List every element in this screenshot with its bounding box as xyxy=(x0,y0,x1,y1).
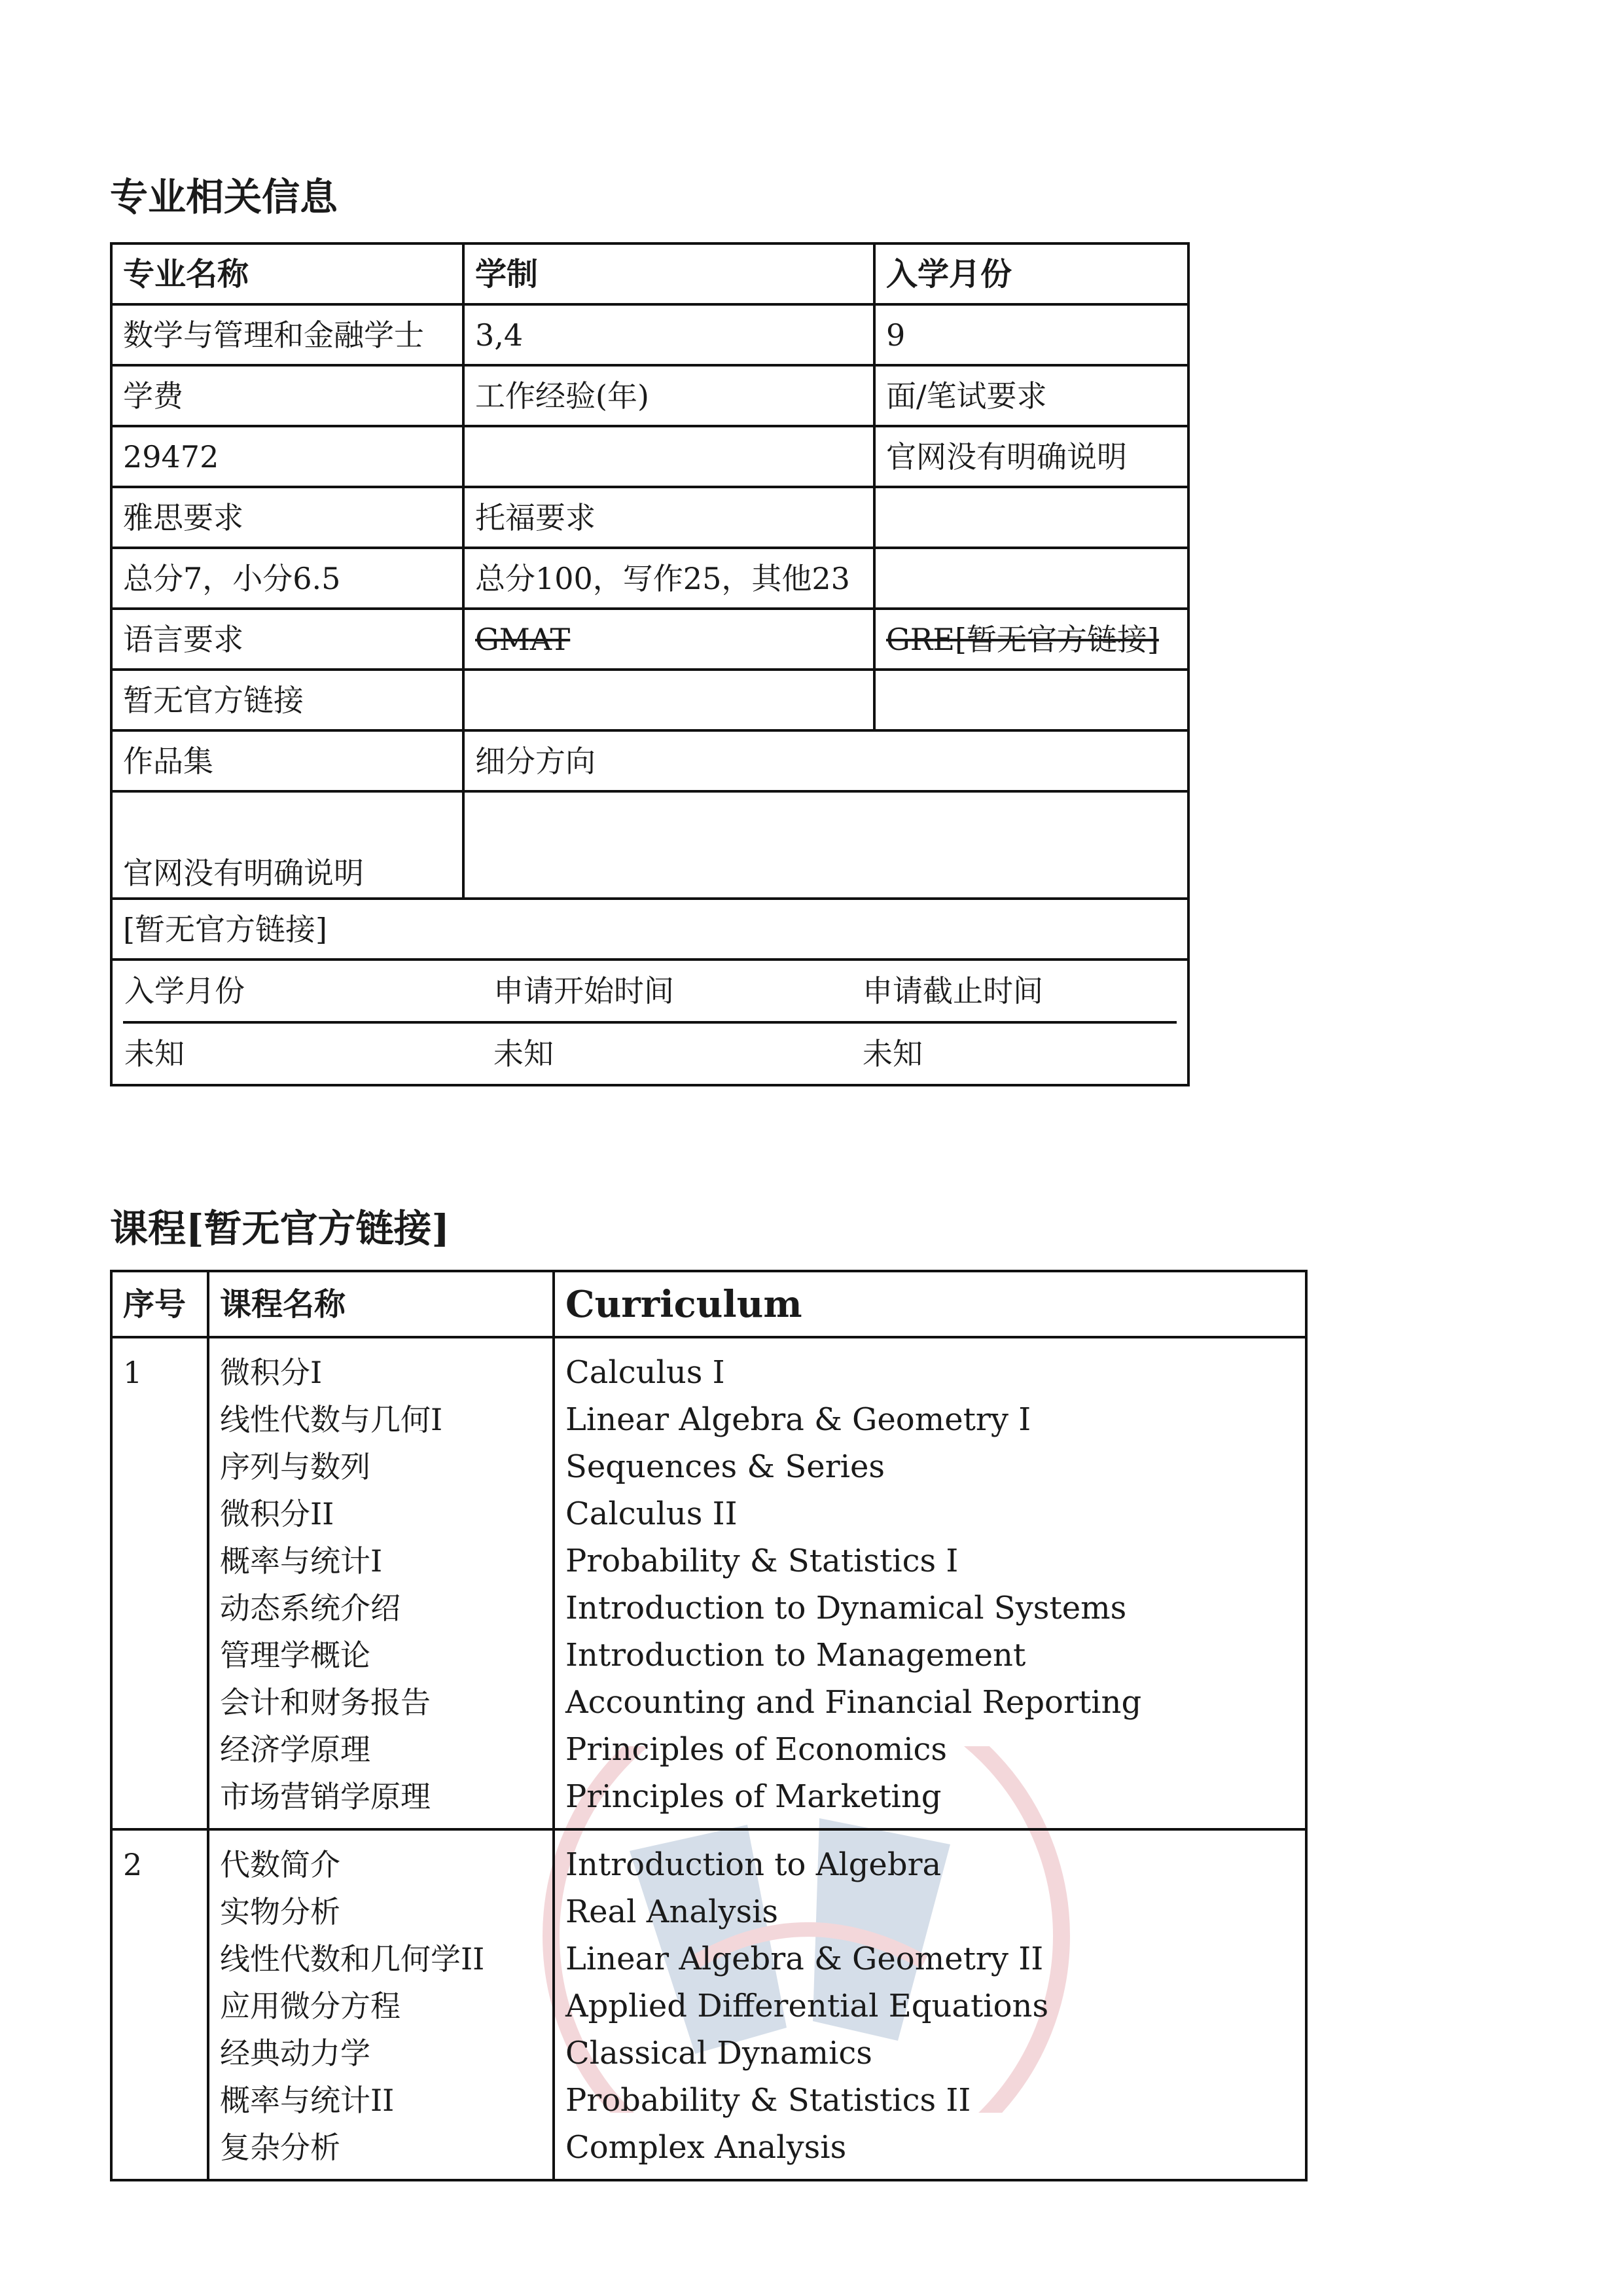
course-en: Applied Differential Equations xyxy=(565,1988,1049,2024)
portfolio-value: 官网没有明确说明 xyxy=(111,791,463,899)
program-info-table xyxy=(110,242,1190,1086)
header-intake-month: 入学月份 xyxy=(874,243,1188,304)
course-cn: 经济学原理 xyxy=(220,1732,370,1767)
ielts-value: 总分7，小分6.5 xyxy=(111,548,463,609)
empty-cell xyxy=(874,548,1188,609)
table-row xyxy=(111,670,1188,730)
table-row xyxy=(111,243,1188,304)
table-row xyxy=(111,960,1188,1085)
course-cn: 代数简介 xyxy=(220,1847,340,1882)
portfolio-label: 作品集 xyxy=(111,730,463,791)
table-row xyxy=(123,1022,1177,1084)
course-cn: 线性代数与几何I xyxy=(220,1402,443,1437)
table-row xyxy=(111,1337,1306,1829)
header-curriculum: Curriculum xyxy=(554,1271,1306,1337)
table-row xyxy=(123,961,1177,1022)
course-en: Linear Algebra & Geometry I xyxy=(565,1401,1031,1438)
interview-value: 官网没有明确说明 xyxy=(874,426,1188,487)
course-en: Principles of Marketing xyxy=(565,1778,942,1815)
course-cn: 线性代数和几何学II xyxy=(220,1941,485,1977)
header-course-name: 课程名称 xyxy=(208,1271,554,1337)
course-cn: 管理学概论 xyxy=(220,1638,370,1673)
application-dates-cell xyxy=(111,960,1188,1085)
curriculum-heading: 课程[暂无官方链接] xyxy=(110,1206,450,1251)
table-row xyxy=(111,365,1188,426)
ielts-label: 雅思要求 xyxy=(111,487,463,548)
course-en: Probability & Statistics I xyxy=(565,1543,959,1579)
table-row xyxy=(111,1829,1306,2180)
dates-header-intake: 入学月份 xyxy=(123,961,492,1022)
course-en: Calculus I xyxy=(565,1354,725,1391)
group-2-chinese-names xyxy=(208,1829,554,2180)
table-row xyxy=(111,548,1188,609)
course-cn: 概率与统计II xyxy=(220,2083,395,2118)
course-cn: 概率与统计I xyxy=(220,1543,383,1579)
group-1-english-names xyxy=(554,1337,1306,1829)
dates-header-open: 申请开始时间 xyxy=(492,961,861,1022)
course-cn: 应用微分方程 xyxy=(220,1988,401,2024)
group-2-english-names xyxy=(554,1829,1306,2180)
course-cn: 经典动力学 xyxy=(220,2036,370,2071)
table-row xyxy=(111,899,1188,960)
program-name-value: 数学与管理和金融学士 xyxy=(111,304,463,365)
work-experience-label: 工作经验(年) xyxy=(463,365,874,426)
gmat-label: GMAT xyxy=(463,609,874,670)
course-en: Introduction to Algebra xyxy=(565,1846,942,1883)
intake-month-value: 9 xyxy=(874,304,1188,365)
course-cn: 实物分析 xyxy=(220,1894,340,1929)
course-en: Introduction to Management xyxy=(565,1637,1026,1674)
table-row xyxy=(111,730,1188,791)
language-label: 语言要求 xyxy=(111,609,463,670)
course-cn: 微积分II xyxy=(220,1496,334,1532)
course-cn: 序列与数列 xyxy=(220,1449,370,1484)
group-2-number: 2 xyxy=(111,1829,208,2180)
gmat-value xyxy=(463,670,874,730)
course-en: Classical Dynamics xyxy=(565,2035,872,2072)
course-en: Real Analysis xyxy=(565,1893,779,1930)
table-row xyxy=(111,1271,1306,1337)
work-experience-value xyxy=(463,426,874,487)
toefl-value: 总分100，写作25，其他23 xyxy=(463,548,874,609)
course-en: Principles of Economics xyxy=(565,1731,948,1768)
course-en: Introduction to Dynamical Systems xyxy=(565,1590,1127,1626)
duration-value: 3,4 xyxy=(463,304,874,365)
course-en: Linear Algebra & Geometry II xyxy=(565,1941,1044,1977)
curriculum-table xyxy=(110,1270,1308,2181)
tuition-value: 29472 xyxy=(111,426,463,487)
program-info-heading: 专业相关信息 xyxy=(110,175,338,219)
language-value: 暂无官方链接 xyxy=(111,670,463,730)
course-en: Accounting and Financial Reporting xyxy=(565,1684,1142,1721)
table-row xyxy=(111,487,1188,548)
dates-value-open: 未知 xyxy=(493,1036,554,1071)
dates-value-intake: 未知 xyxy=(124,1036,185,1071)
interview-label: 面/笔试要求 xyxy=(874,365,1188,426)
table-row xyxy=(111,791,1188,899)
tuition-label: 学费 xyxy=(111,365,463,426)
group-1-number: 1 xyxy=(111,1337,208,1829)
course-cn: 微积分I xyxy=(220,1355,323,1390)
link-note: [暂无官方链接] xyxy=(111,899,1188,960)
gre-label: GRE[暂无官方链接] xyxy=(874,609,1188,670)
course-en: Calculus II xyxy=(565,1496,738,1532)
header-program-name: 专业名称 xyxy=(111,243,463,304)
table-row xyxy=(111,609,1188,670)
dates-value-deadline: 未知 xyxy=(863,1036,923,1071)
dates-header-deadline: 申请截止时间 xyxy=(861,961,1177,1022)
specialization-value xyxy=(463,791,1188,899)
table-row xyxy=(111,304,1188,365)
course-cn: 动态系统介绍 xyxy=(220,1590,401,1626)
specialization-label: 细分方向 xyxy=(463,730,1188,791)
course-en: Probability & Statistics II xyxy=(565,2082,971,2119)
table-row xyxy=(111,426,1188,487)
application-dates-table xyxy=(123,961,1177,1084)
header-sequence: 序号 xyxy=(111,1271,208,1337)
group-1-chinese-names xyxy=(208,1337,554,1829)
course-en: Complex Analysis xyxy=(565,2129,847,2166)
toefl-label: 托福要求 xyxy=(463,487,874,548)
course-en: Sequences & Series xyxy=(565,1448,885,1485)
gre-value xyxy=(874,670,1188,730)
header-duration: 学制 xyxy=(463,243,874,304)
course-cn: 会计和财务报告 xyxy=(220,1685,431,1720)
course-cn: 市场营销学原理 xyxy=(220,1779,431,1814)
empty-cell xyxy=(874,487,1188,548)
course-cn: 复杂分析 xyxy=(220,2130,340,2165)
